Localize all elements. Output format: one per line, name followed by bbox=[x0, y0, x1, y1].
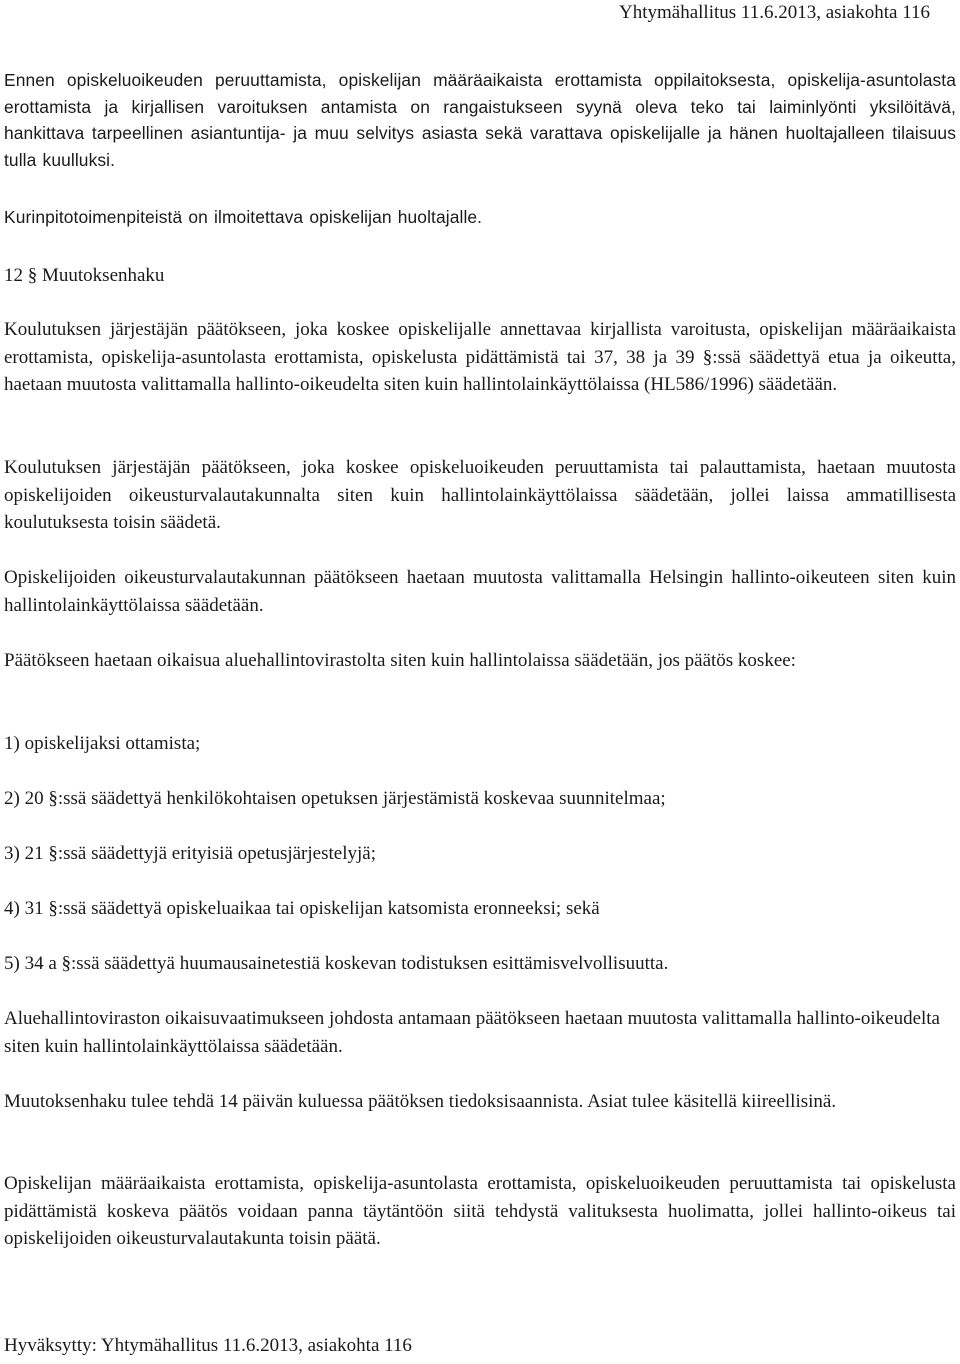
closing-paragraph-1: Aluehallintoviraston oikaisuvaatimukseen johdosta antamaan päätökseen haetaan muutosta valittamalla hallinto-oikeudelta siten kuin hallintolainkäyttölaissa säädetään. bbox=[4, 1008, 940, 1057]
closing-paragraph-3: Opiskelijan määräaikaista erottamista, opiskelija-asuntolasta erottamista, opiskeluoikeuden peruuttamista tai opiskelusta pidättämistä koskeva päätös voidaan panna täytäntöön siitä tehdystä valituksesta huolimatta, jollei hallinto-oikeus tai opiskelijoiden oikeusturvalautakunta toisin päätä. bbox=[4, 1173, 956, 1249]
intro-paragraph-1: Ennen opiskeluoikeuden peruuttamista, opiskelijan määräaikaista erottamista oppilaitoksesta, opiskelija-asuntolasta erottamista ja kirjallisen varoituksen antamista on rangaistukseen syynä oleva teko tai laiminlyönti yksilöitävä, hankittava tarpeellinen asiantuntija- ja muu selvitys asiasta sekä varattava opiskelijalle ja hänen huoltajalleen tilaisuus tulla kuulluksi. bbox=[4, 70, 956, 170]
section-paragraph-3: Opiskelijoiden oikeusturvalautakunnan päätökseen haetaan muutosta valittamalla Helsingin hallinto-oikeuteen siten kuin hallintolainkäyttölaissa säädetään. bbox=[4, 567, 956, 616]
list-item: 5) 34 a §:ssä säädettyä huumausainetestiä koskevan todistuksen esittämisvelvollisuutta. bbox=[4, 953, 669, 974]
section-paragraph-2: Koulutuksen järjestäjän päätökseen, joka koskee opiskeluoikeuden peruuttamista tai palauttamista, haetaan muutosta opiskelijoiden oikeusturvalautakunnalta siten kuin hallintolainkäyttölaissa säädetään, jollei laissa ammatillisesta koulutuksesta toisin säädetä. bbox=[4, 457, 956, 533]
list-item: 3) 21 §:ssä säädettyjä erityisiä opetusjärjestelyjä; bbox=[4, 843, 376, 864]
list-item: 2) 20 §:ssä säädettyä henkilökohtaisen opetuksen järjestämistä koskevaa suunnitelmaa; bbox=[4, 788, 666, 809]
page-header: Yhtymähallitus 11.6.2013, asiakohta 116 bbox=[619, 2, 930, 23]
page-footer: Hyväksytty: Yhtymähallitus 11.6.2013, asiakohta 116 bbox=[4, 1335, 412, 1356]
section-heading: 12 § Muutoksenhaku bbox=[4, 265, 165, 286]
closing-paragraph-2: Muutoksenhaku tulee tehdä 14 päivän kuluessa päätöksen tiedoksisaannista. Asiat tulee käsitellä kiireellisinä. bbox=[4, 1091, 837, 1112]
section-paragraph-4: Päätökseen haetaan oikaisua aluehallintovirastolta siten kuin hallintolaissa säädetään, jos päätös koskee: bbox=[4, 650, 796, 671]
list-item: 4) 31 §:ssä säädettyä opiskeluaikaa tai opiskelijan katsomista eronneeksi; sekä bbox=[4, 898, 600, 919]
intro-paragraph-2: Kurinpitotoimenpiteistä on ilmoitettava opiskelijan huoltajalle. bbox=[4, 207, 483, 227]
section-paragraph-1: Koulutuksen järjestäjän päätökseen, joka koskee opiskelijalle annettavaa kirjallista varoitusta, opiskelijan määräaikaista erottamista, opiskelija-asuntolasta erottamista, opiskelusta pidättämistä tai 37, 38 ja 39 §:ssä säädettyä etua ja oikeutta, haetaan muutosta valittamalla hallinto-oikeudelta siten kuin hallintolainkäyttölaissa (HL586/1996) säädetään. bbox=[4, 319, 956, 395]
list-item: 1) opiskelijaksi ottamista; bbox=[4, 733, 201, 754]
